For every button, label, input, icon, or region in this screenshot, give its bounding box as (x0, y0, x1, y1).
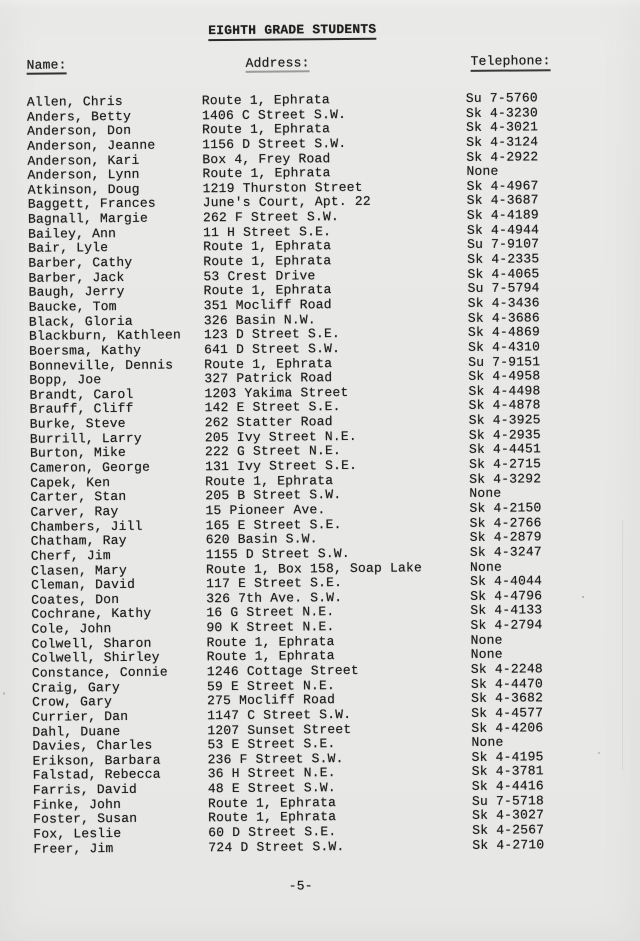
page-title: EIGHTH GRADE STUDENTS (208, 23, 376, 41)
column-header-name: Name: (26, 57, 67, 73)
student-name: Barber, Cathy (28, 254, 133, 271)
student-address: Box 4, Frey Road (202, 150, 331, 167)
student-address: 1207 Sunset Street (207, 721, 352, 738)
student-address: 1219 Thurston Street (202, 179, 363, 197)
student-address: 1246 Cottage Street (206, 662, 359, 680)
student-name: Bailey, Ann (27, 225, 117, 242)
student-address: 16 G Street N.E. (206, 604, 335, 621)
student-rows (1, 90, 640, 857)
student-address: Route 1, Ephrata (206, 633, 335, 650)
scan-speck (3, 692, 5, 695)
column-header-telephone: Telephone: (470, 54, 550, 72)
student-address: 326 Basin N.W. (203, 311, 316, 328)
student-phone: Sk 4-4577 (471, 705, 544, 721)
student-name: Craig, Gary (31, 679, 121, 696)
student-name: Falstad, Rebecca (32, 767, 161, 784)
student-name: Carter, Stan (30, 489, 127, 506)
student-phone: Sk 4-2150 (469, 500, 542, 516)
student-phone: Su 7-9107 (467, 236, 540, 253)
student-address: 53 E Street S.E. (207, 736, 336, 753)
student-address: June's Court, Apt. 22 (202, 194, 371, 211)
page-number: -5- (288, 878, 313, 894)
scan-speck (582, 596, 584, 598)
student-name: Davies, Charles (32, 737, 153, 754)
student-phone: Sk 4-3436 (467, 295, 540, 311)
student-address: 1147 C Street S.W. (207, 706, 352, 724)
student-phone: Sk 4-3687 (466, 192, 539, 209)
student-address: 59 E Street N.E. (206, 677, 336, 694)
student-phone: Sk 4-4869 (467, 324, 540, 341)
student-phone: Su 7-5760 (465, 90, 538, 106)
student-name: Burrill, Larry (29, 430, 142, 447)
student-phone: Sk 4-4189 (466, 207, 539, 224)
student-address: 205 Ivy Street N.E. (204, 428, 357, 445)
student-name: Atkinson, Doug (27, 181, 140, 198)
student-phone: Sk 4-3230 (465, 104, 539, 121)
student-address: Route 1, Ephrata (208, 809, 337, 826)
student-name: Boersma, Kathy (28, 342, 142, 359)
student-phone: Sk 4-2879 (469, 529, 542, 546)
student-name: Brauff, Cliff (29, 401, 134, 418)
student-phone: Sk 4-4796 (470, 588, 543, 604)
student-phone: Sk 4-2715 (469, 456, 542, 472)
student-address: 1155 D Street S.W. (205, 545, 350, 563)
student-name: Dahl, Duane (32, 723, 121, 740)
student-address: 48 E Street S.W. (207, 780, 336, 797)
student-address: 262 Statter Road (204, 414, 333, 431)
column-header-address: Address: (245, 55, 310, 71)
student-phone: None (469, 485, 502, 502)
student-address: Route 1, Ephrata (206, 648, 335, 665)
student-phone: Sk 4-4133 (470, 602, 543, 619)
student-name: Cleman, David (31, 576, 136, 593)
student-address: Route 1, Ephrata (204, 355, 333, 372)
student-address: 1406 C Street S.W. (201, 106, 347, 123)
student-address: Route 1, Ephrata (205, 472, 334, 489)
student-name: Capek, Ken (30, 474, 111, 491)
student-name: Chatham, Ray (30, 533, 127, 549)
student-phone: Sk 4-4958 (468, 368, 541, 385)
student-phone: Sk 4-4878 (468, 397, 541, 414)
student-name: Coates, Don (31, 591, 120, 608)
student-name: Bair, Lyle (28, 240, 109, 257)
student-name: Anderson, Don (27, 123, 132, 140)
student-phone: None (469, 559, 503, 575)
student-phone: Sk 4-3247 (469, 544, 542, 560)
student-address: Route 1, Ephrata (207, 794, 337, 811)
student-address: 142 E Street S.E. (204, 399, 341, 416)
student-phone: Sk 4-3292 (469, 470, 542, 487)
student-name: Blackburn, Kathleen (28, 327, 182, 345)
column-headers (1, 53, 640, 75)
student-phone: Sk 4-3027 (472, 807, 545, 824)
student-address: Route 1, Ephrata (203, 282, 332, 299)
student-name: Black, Gloria (28, 313, 133, 330)
student-phone: Sk 4-4416 (471, 778, 544, 795)
student-phone: Su 7-5794 (467, 280, 540, 297)
student-name: Fox, Leslie (33, 826, 122, 842)
student-address: 236 F Street S.W. (207, 750, 344, 768)
student-phone: None (470, 632, 503, 648)
student-address: 131 Ivy Street S.E. (205, 457, 358, 475)
student-phone: Sk 4-3124 (466, 134, 539, 150)
student-name: Foster, Susan (33, 811, 138, 828)
student-address: 60 D Street S.E. (208, 824, 337, 841)
student-phone: Sk 4-3781 (471, 763, 544, 780)
student-phone: Sk 4-2922 (466, 148, 539, 165)
student-name: Freer, Jim (33, 840, 114, 857)
student-name: Constance, Connie (31, 664, 168, 681)
student-phone: Sk 4-2710 (472, 836, 545, 853)
student-name: Burke, Steve (29, 416, 126, 432)
student-address: 326 7th Ave. S.W. (206, 589, 343, 607)
student-phone: Su 7-5718 (471, 793, 545, 809)
student-address: Route 1, Ephrata (202, 121, 331, 138)
student-address: 1156 D Street S.W. (202, 135, 347, 153)
student-phone: Sk 4-3682 (471, 690, 544, 707)
student-address: 724 D Street S.W. (208, 838, 345, 855)
student-address: 15 Pioneer Ave. (205, 502, 326, 519)
student-name: Bagnall, Margie (27, 210, 149, 227)
student-address: Route 1, Ephrata (203, 238, 332, 255)
student-name: Clasen, Mary (30, 562, 128, 579)
student-phone: Sk 4-2794 (470, 617, 543, 633)
student-name: Anderson, Kari (27, 152, 140, 169)
student-phone: Sk 4-4206 (471, 719, 544, 736)
student-address: Route 1, Box 158, Soap Lake (205, 559, 423, 577)
student-name: Erikson, Barbara (32, 752, 161, 769)
student-address: 351 Mocliff Road (203, 297, 332, 314)
student-name: Carver, Ray (30, 503, 119, 520)
student-name: Barber, Jack (28, 269, 125, 286)
student-address: 620 Basin S.W. (205, 531, 318, 548)
student-address: 90 K Street N.E. (206, 619, 335, 636)
student-phone: Sk 4-3925 (468, 412, 541, 429)
student-address: 327 Patrick Road (204, 370, 333, 387)
student-name: Anderson, Lynn (27, 166, 140, 183)
student-phone: Sk 4-2935 (468, 427, 541, 443)
student-name: Crow, Gary (32, 694, 113, 711)
student-name: Cochrane, Kathy (31, 606, 152, 623)
student-phone: Sk 4-2248 (470, 661, 543, 677)
student-name: Chambers, Jill (30, 518, 143, 535)
student-phone: Sk 4-3021 (466, 119, 539, 136)
student-phone: None (470, 646, 503, 663)
student-phone: Sk 4-4044 (470, 573, 543, 590)
student-name: Finke, John (32, 796, 122, 813)
student-address: 165 E Street S.E. (205, 516, 342, 533)
student-name: Anders, Betty (26, 108, 132, 125)
student-name: Anderson, Jeanne (27, 137, 156, 154)
student-name: Bopp, Joe (29, 372, 102, 388)
student-address: Route 1, Ephrata (203, 253, 332, 270)
student-address: 11 H Street S.E. (202, 223, 332, 241)
student-phone: Sk 4-4065 (467, 265, 540, 282)
student-address: 1203 Yakima Street (204, 384, 349, 402)
student-phone: Sk 4-4944 (466, 222, 540, 238)
student-address: Route 1, Ephrata (202, 165, 331, 182)
student-address: 36 H Street N.E. (207, 765, 336, 782)
student-phone: Sk 4-4470 (470, 675, 544, 692)
student-name: Brandt, Carol (29, 386, 134, 403)
student-address: 262 F Street S.W. (202, 209, 340, 226)
student-phone: Sk 4-3686 (467, 309, 540, 326)
student-address: 641 D Street S.W. (203, 340, 341, 358)
student-address: 222 G Street N.E. (204, 443, 342, 460)
scan-speck (598, 752, 600, 754)
student-phone: Sk 4-4195 (471, 749, 544, 765)
student-phone: Sk 4-4451 (468, 441, 542, 458)
student-name: Bonneville, Dennis (29, 357, 174, 374)
student-phone: Su 7-9151 (468, 353, 541, 370)
student-address: Route 1, Ephrata (201, 92, 330, 109)
student-address: 117 E Street S.E. (206, 575, 343, 592)
student-name: Cameron, George (30, 459, 151, 476)
student-name: Colwell, Shirley (31, 649, 160, 667)
student-phone: Sk 4-2567 (472, 822, 545, 838)
student-name: Farris, David (32, 781, 137, 798)
student-phone: Sk 4-2335 (467, 251, 540, 267)
student-name: Burton, Mike (29, 445, 127, 462)
student-phone: None (466, 163, 499, 180)
student-phone: None (471, 734, 504, 751)
student-address: 205 B Street S.W. (205, 487, 342, 504)
student-phone: Sk 4-4310 (467, 339, 541, 355)
student-name: Cole, John (31, 621, 112, 637)
student-name: Colwell, Sharon (31, 635, 152, 652)
student-address: 275 Mocliff Road (207, 692, 336, 709)
student-address: 53 Crest Drive (203, 267, 316, 284)
student-address: 123 D Street S.E. (203, 326, 341, 343)
student-name: Cherf, Jim (30, 547, 111, 564)
student-phone: Sk 4-4498 (468, 383, 541, 399)
student-name: Baggett, Frances (27, 196, 156, 213)
student-phone: Sk 4-4967 (466, 178, 539, 194)
student-name: Currier, Dan (32, 708, 129, 725)
student-name: Baugh, Jerry (28, 284, 125, 301)
student-phone: Sk 4-2766 (469, 514, 542, 531)
student-name: Baucke, Tom (28, 298, 117, 315)
scan-crease (622, 520, 623, 770)
student-name: Allen, Chris (26, 93, 123, 110)
